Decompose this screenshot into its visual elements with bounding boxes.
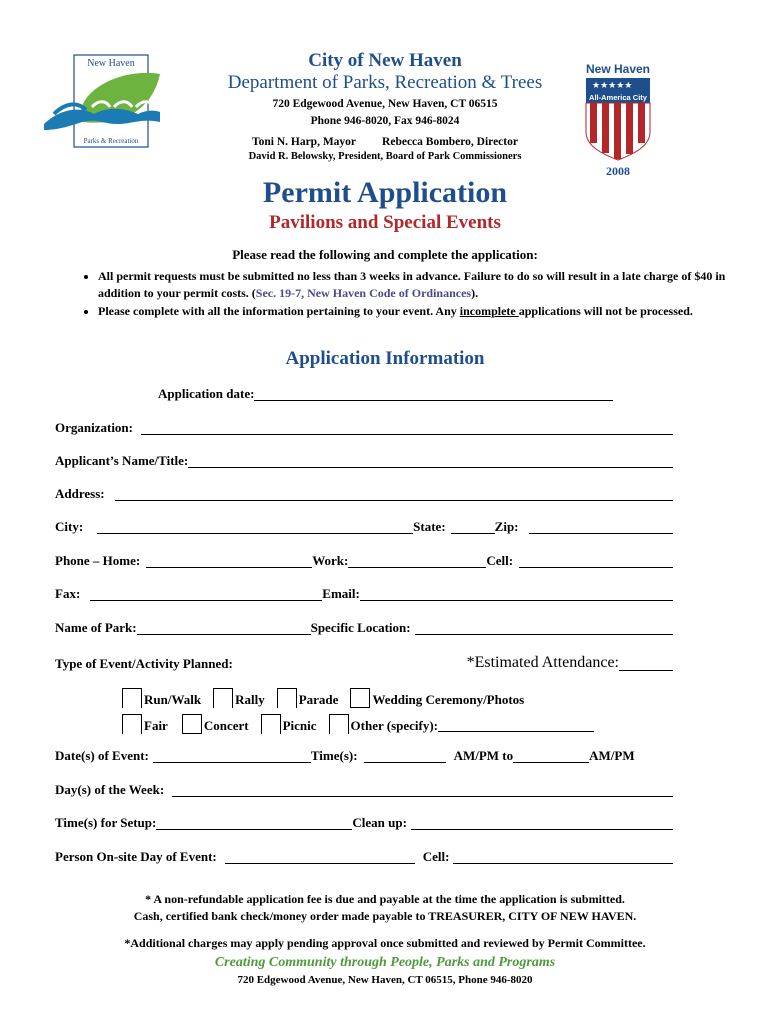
- person-onsite-label: Person On-site Day of Event:: [55, 849, 217, 864]
- date-time-row: [55, 746, 673, 766]
- cell-label: Cell:: [486, 553, 514, 568]
- work-field[interactable]: [348, 553, 486, 568]
- parks-recreation-logo: [42, 52, 168, 152]
- state-label: State:: [413, 519, 446, 534]
- rally-checkbox[interactable]: [213, 688, 233, 708]
- all-america-city-logo: [578, 60, 658, 178]
- logo-right-top-text: New Haven: [585, 62, 651, 76]
- dates-of-event-label: Date(s) of Event:: [55, 748, 149, 763]
- address-field[interactable]: [115, 486, 673, 501]
- city-title: City of New Haven: [308, 50, 462, 71]
- director-name: Rebecca Bombero, Director: [382, 136, 518, 148]
- fair-checkbox[interactable]: [122, 714, 142, 734]
- address-label: Address:: [55, 486, 105, 501]
- name-of-park-label: Name of Park:: [55, 620, 137, 635]
- header-phone: Phone 946-8020, Fax 946-8024: [310, 115, 460, 127]
- phone-row: [55, 551, 673, 571]
- fee-line-1: * A non-refundable application fee is due and payable at the time the application is submitted.: [145, 892, 625, 906]
- application-date-field[interactable]: [254, 386, 613, 401]
- work-label: Work:: [312, 553, 349, 568]
- concert-checkbox[interactable]: [182, 714, 202, 734]
- logo-right-band-text: All-America City: [589, 93, 647, 102]
- rule-1-text: All permit requests must be submitted no less than 3 weeks in advance. Failure to do so will result in a late charge of $40 in addition to your permit costs. (: [98, 269, 726, 300]
- mayor-name: Toni N. Harp, Mayor: [252, 136, 357, 148]
- address-row: [55, 484, 673, 504]
- person-onsite-field[interactable]: [225, 849, 415, 864]
- clean-up-field[interactable]: [411, 815, 673, 830]
- time-to-field[interactable]: [513, 748, 589, 763]
- ampm-label: AM/PM: [589, 748, 635, 763]
- fair-label: Fair: [144, 718, 168, 733]
- rule-2-text-b: applications will not be processed.: [518, 304, 693, 318]
- option-rally[interactable]: [213, 688, 265, 708]
- rule-item: [98, 268, 758, 302]
- specific-location-field[interactable]: [415, 620, 673, 635]
- other-specify-field[interactable]: [438, 717, 594, 732]
- city-state-zip-row: [55, 517, 673, 537]
- rule-item: [98, 303, 758, 320]
- estimated-attendance-label: *Estimated Attendance:: [466, 654, 619, 671]
- fee-notice: [0, 891, 770, 925]
- cell-2-field[interactable]: [453, 849, 673, 864]
- footer-address: 720 Edgewood Avenue, New Haven, CT 06515, Phone 946-8020: [237, 974, 533, 986]
- rule-2-text-a: Please complete with all the information pertaining to your event. Any: [98, 304, 460, 318]
- type-of-event-label: Type of Event/Activity Planned:: [55, 656, 233, 671]
- organization-label: Organization:: [55, 420, 133, 435]
- header: [200, 50, 570, 164]
- rule-2-underlined: incomplete: [459, 304, 519, 318]
- organization-field[interactable]: [141, 420, 673, 435]
- email-label: Email:: [322, 586, 360, 601]
- other-label: Other (specify):: [350, 718, 439, 733]
- section-title: Application Information: [285, 348, 485, 369]
- park-location-row: [55, 618, 673, 638]
- city-field[interactable]: [97, 519, 413, 534]
- event-type-row: [55, 654, 673, 674]
- rule-1-end: ).: [471, 286, 479, 300]
- event-type-options-row-1: [122, 686, 536, 708]
- officials: [200, 135, 570, 150]
- state-field[interactable]: [451, 519, 495, 534]
- estimated-attendance-field[interactable]: [619, 656, 673, 671]
- logo-left-bottom-text: Parks & Recreation: [83, 137, 139, 145]
- phone-home-field[interactable]: [146, 553, 312, 568]
- picnic-checkbox[interactable]: [261, 714, 281, 734]
- parade-checkbox[interactable]: [277, 688, 297, 708]
- wedding-label: Wedding Ceremony/Photos: [372, 692, 525, 707]
- specific-location-label: Specific Location:: [310, 620, 411, 635]
- slogan: Creating Community through People, Parks and Programs: [214, 955, 556, 970]
- time-setup-field[interactable]: [156, 815, 352, 830]
- organization-row: [55, 418, 673, 438]
- instructions: Please read the following and complete the application:: [232, 247, 538, 262]
- person-onsite-row: [55, 847, 673, 867]
- option-wedding[interactable]: [350, 688, 524, 708]
- option-fair[interactable]: [122, 714, 168, 734]
- phone-home-label: Phone – Home:: [55, 553, 141, 568]
- svg-text:★★★★★: ★★★★★: [592, 81, 633, 91]
- clean-up-label: Clean up:: [352, 815, 407, 830]
- event-type-options-row-2: [122, 712, 594, 734]
- city-label: City:: [55, 519, 84, 534]
- run-walk-label: Run/Walk: [144, 692, 202, 707]
- page-subtitle: Pavilions and Special Events: [269, 212, 501, 233]
- page-title: Permit Application: [262, 176, 508, 209]
- days-of-week-field[interactable]: [172, 782, 673, 797]
- cell-2-label: Cell:: [422, 849, 450, 864]
- option-picnic[interactable]: [261, 714, 317, 734]
- other-checkbox[interactable]: [329, 714, 349, 734]
- rules-list: [58, 268, 758, 321]
- parade-label: Parade: [298, 692, 339, 707]
- department-title: Department of Parks, Recreation & Trees: [227, 72, 543, 93]
- application-date-row: [158, 384, 613, 404]
- wedding-checkbox[interactable]: [350, 688, 370, 708]
- email-field[interactable]: [360, 586, 673, 601]
- applicant-label: Applicant’s Name/Title:: [55, 453, 189, 468]
- rally-label: Rally: [235, 692, 265, 707]
- applicant-field[interactable]: [188, 453, 673, 468]
- name-of-park-field[interactable]: [137, 620, 311, 635]
- option-parade[interactable]: [277, 688, 339, 708]
- fax-label: Fax:: [55, 586, 81, 601]
- applicant-row: [55, 451, 673, 471]
- times-label: Time(s):: [310, 748, 358, 763]
- zip-field[interactable]: [529, 519, 673, 534]
- board-president: David R. Belowsky, President, Board of Park Commissioners: [248, 151, 522, 162]
- days-of-week-row: [55, 780, 673, 800]
- option-concert[interactable]: [182, 714, 249, 734]
- fee-line-2: Cash, certified bank check/money order made payable to TREASURER, CITY OF NEW HAVEN.: [133, 909, 637, 923]
- time-from-field[interactable]: [364, 748, 446, 763]
- days-of-week-label: Day(s) of the Week:: [55, 782, 165, 797]
- picnic-label: Picnic: [282, 718, 317, 733]
- run-walk-checkbox[interactable]: [122, 688, 142, 708]
- setup-cleanup-row: [55, 813, 673, 833]
- fax-field[interactable]: [90, 586, 322, 601]
- ordinance-reference: Sec. 19-7, New Haven Code of Ordinances: [255, 286, 472, 300]
- time-setup-label: Time(s) for Setup:: [55, 815, 157, 830]
- application-date-label: Application date:: [158, 386, 255, 401]
- fax-email-row: [55, 584, 673, 604]
- ampm-to-label: AM/PM to: [453, 748, 514, 763]
- option-run-walk[interactable]: [122, 688, 201, 708]
- dates-of-event-field[interactable]: [153, 748, 311, 763]
- cell-field[interactable]: [519, 553, 673, 568]
- logo-left-top-text: New Haven: [87, 58, 135, 69]
- header-address: 720 Edgewood Avenue, New Haven, CT 06515: [272, 98, 498, 110]
- additional-charges-notice: *Additional charges may apply pending approval once submitted and reviewed by Permit Committee.: [124, 936, 646, 950]
- zip-label: Zip:: [494, 519, 519, 534]
- option-other[interactable]: [329, 714, 594, 734]
- concert-label: Concert: [203, 718, 249, 733]
- logo-right-year: 2008: [606, 164, 630, 178]
